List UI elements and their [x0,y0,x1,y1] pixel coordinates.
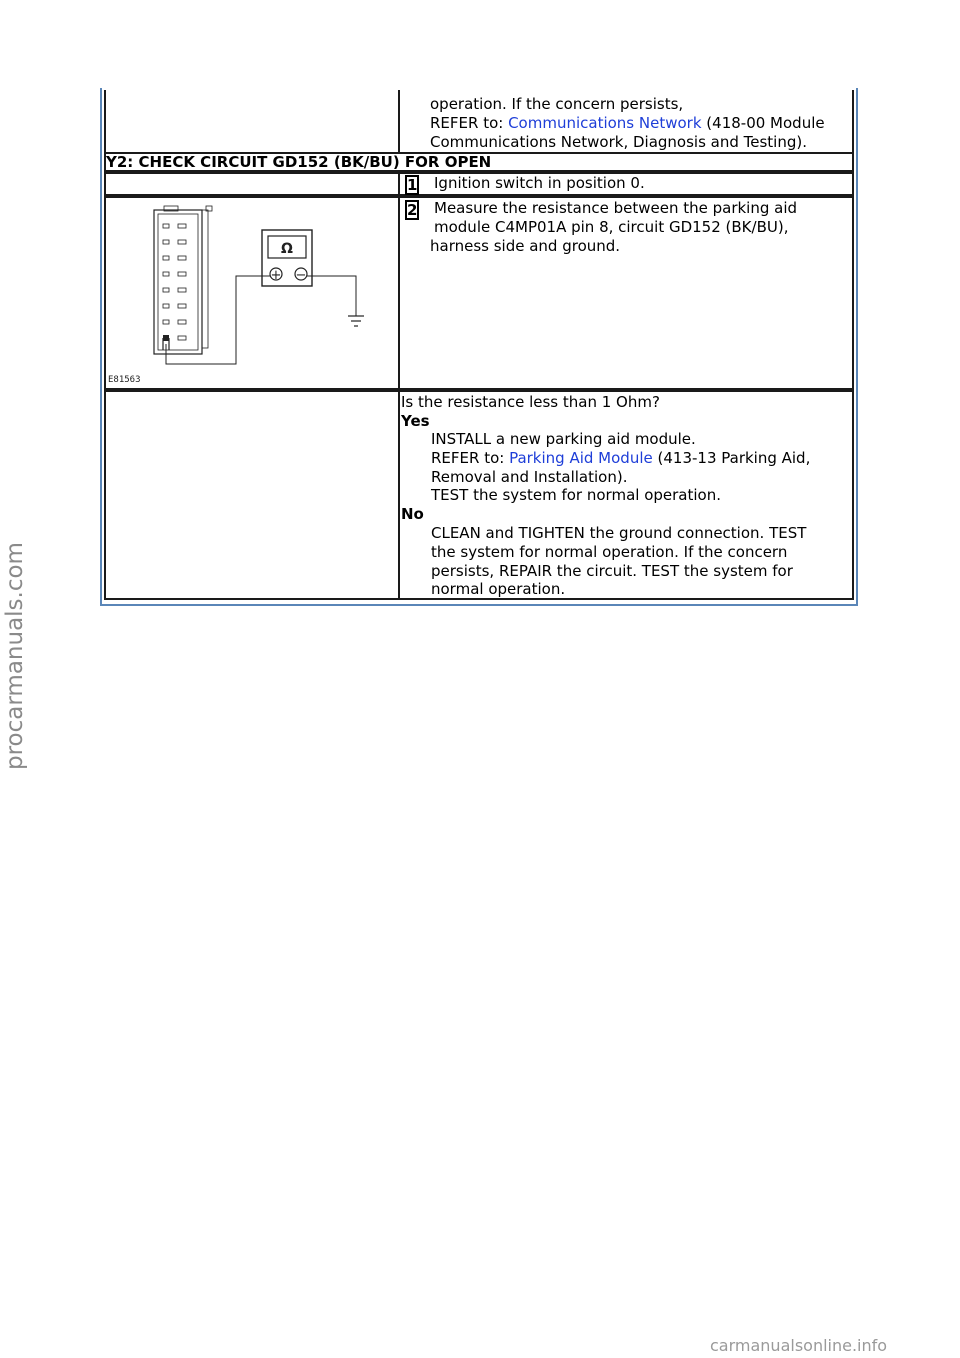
yes-refer-prefix: REFER to: [431,449,510,467]
minus-symbol: − [295,268,307,283]
resistance-measurement-diagram [104,196,398,390]
yes-refer-suffix: (413-13 Parking Aid, [652,449,811,467]
yes-line-3: Removal and Installation). [431,468,628,486]
step-2-line-3: harness side and ground. [430,237,621,255]
step1-left-cell [104,172,400,196]
step-2-number: 2 [407,201,418,219]
question-left-cell [104,390,400,600]
top-refer-suffix: (418-00 Module [701,114,825,132]
step-2-line-1: Measure the resistance between the parking aid [434,199,798,217]
test-lead-negative [307,276,356,316]
top-refer-prefix: REFER to: [430,114,509,132]
watermark-carmanualsonline: carmanualsonline.info [710,1336,888,1355]
parking-aid-module-link[interactable]: Parking Aid Module [509,449,653,467]
yes-refer-line [431,449,810,468]
no-line-3: persists, REPAIR the circuit. TEST the system for [431,562,793,580]
yes-label: Yes [401,412,430,430]
step-1-text: Ignition switch in position 0. [434,174,645,192]
communications-network-link[interactable]: Communications Network [508,114,702,132]
top-row-left-divider [104,90,106,152]
step-1-number: 1 [407,176,418,194]
question-text: Is the resistance less than 1 Ohm? [401,393,660,411]
top-refer-line [430,114,825,133]
multimeter-icon [262,230,312,286]
ohm-symbol: Ω [281,241,293,257]
top-line-3: Communications Network, Diagnosis and Testing). [430,133,807,151]
top-line-1: operation. If the concern persists, [430,95,684,113]
section-header: Y2: CHECK CIRCUIT GD152 (BK/BU) FOR OPEN [106,153,492,171]
top-row-right-divider [852,90,854,152]
connector-icon [154,206,212,354]
no-line-1: CLEAN and TIGHTEN the ground connection. TEST [431,524,807,542]
plus-symbol: + [270,268,282,283]
yes-line-1: INSTALL a new parking aid module. [431,430,696,448]
watermark-procarmanuals: procarmanuals.com [2,542,28,770]
ground-icon [348,316,364,326]
top-row-mid-divider [398,90,400,152]
step-2-line-2: module C4MP01A pin 8, circuit GD152 (BK/BU), [434,218,789,236]
yes-line-4: TEST the system for normal operation. [431,486,721,504]
no-line-4: normal operation. [431,580,566,598]
illustration-label: E81563 [108,375,141,385]
no-line-2: the system for normal operation. If the concern [431,543,788,561]
no-label: No [401,505,424,523]
